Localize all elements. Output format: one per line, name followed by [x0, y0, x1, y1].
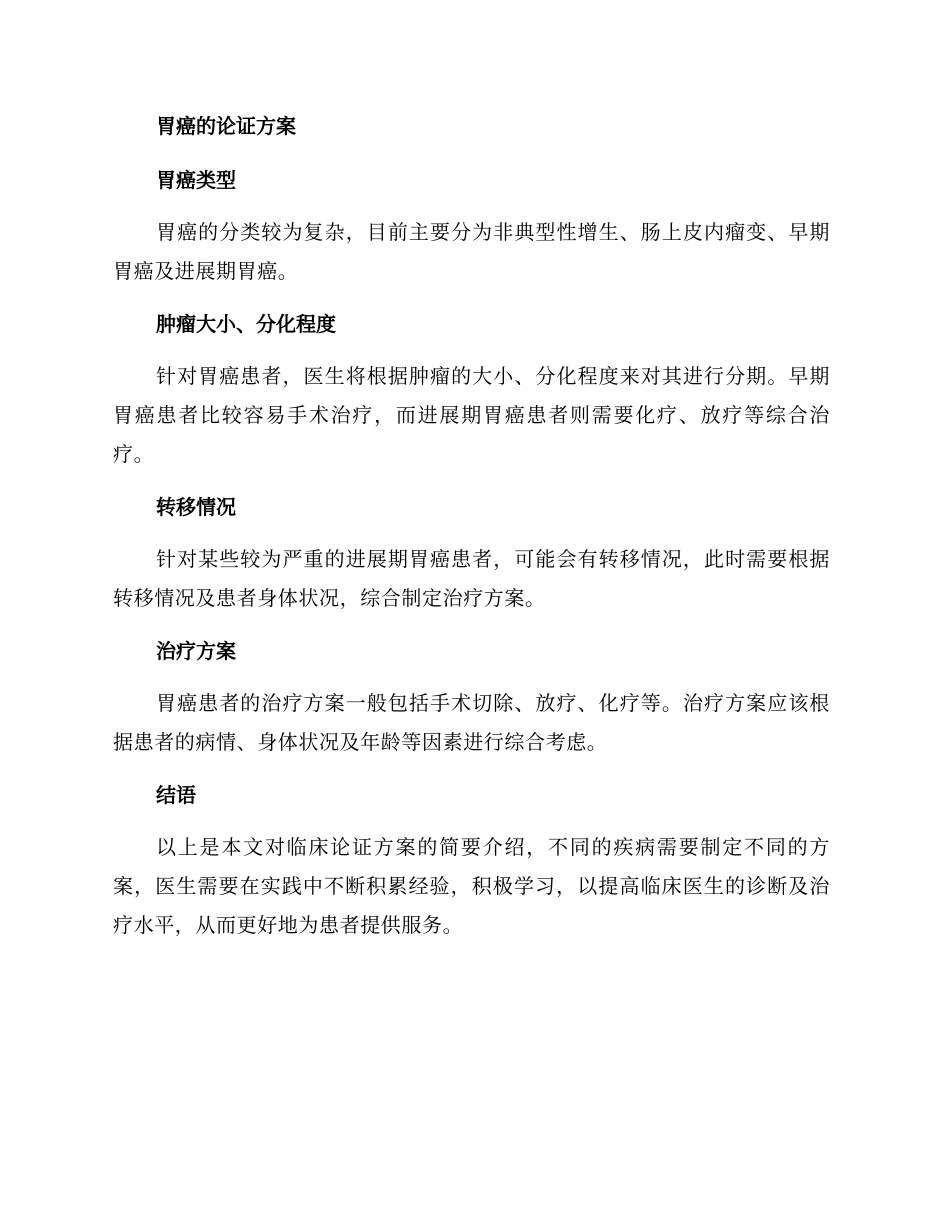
section-paragraph-cancer-types: 胃癌的分类较为复杂，目前主要分为非典型性增生、肠上皮内瘤变、早期胃癌及进展期胃癌。 [113, 220, 830, 283]
section-heading-treatment-plan: 治疗方案 [156, 639, 236, 663]
section-paragraph-treatment-plan: 胃癌患者的治疗方案一般包括手术切除、放疗、化疗等。治疗方案应该根据患者的病情、身体状况及年龄等因素进行综合考虑。 [113, 691, 830, 754]
section-paragraph-metastasis: 针对某些较为严重的进展期胃癌患者，可能会有转移情况，此时需要根据转移情况及患者身体状况，综合制定治疗方案。 [113, 547, 830, 610]
section-heading-conclusion: 结语 [156, 783, 196, 807]
section-heading-cancer-types: 胃癌类型 [156, 168, 236, 192]
section-paragraph-conclusion: 以上是本文对临床论证方案的简要介绍，不同的疾病需要制定不同的方案，医生需要在实践中不断积累经验，积极学习，以提高临床医生的诊断及治疗水平，从而更好地为患者提供服务。 [113, 835, 830, 937]
document-title: 胃癌的论证方案 [156, 114, 296, 138]
section-heading-tumor-size: 肿瘤大小、分化程度 [156, 312, 336, 336]
section-heading-metastasis: 转移情况 [156, 495, 236, 519]
section-paragraph-tumor-size: 针对胃癌患者，医生将根据肿瘤的大小、分化程度来对其进行分期。早期胃癌患者比较容易手术治疗，而进展期胃癌患者则需要化疗、放疗等综合治疗。 [113, 364, 830, 466]
